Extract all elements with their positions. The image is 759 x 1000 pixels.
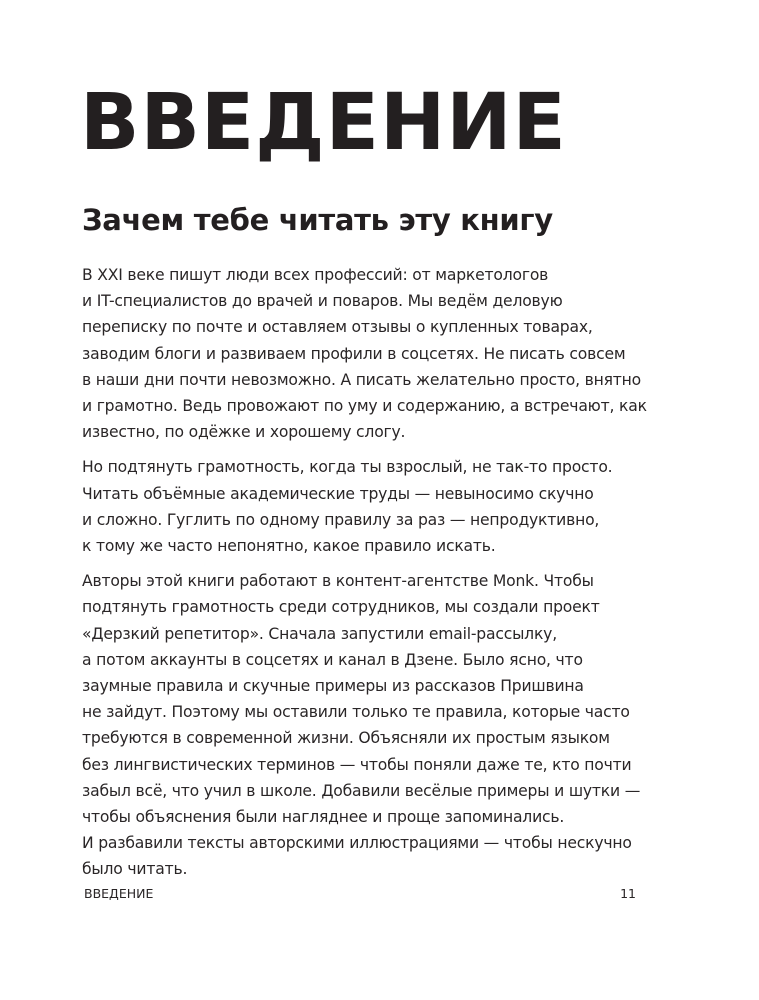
paragraph-2	[82, 454, 682, 559]
body-text	[82, 262, 682, 892]
text-line: Но подтянуть грамотность, когда ты взрослый, не так-то просто.	[82, 458, 613, 477]
text-line: и грамотно. Ведь провожают по уму и содержанию, а встречают, как	[82, 397, 647, 416]
text-line: и сложно. Гуглить по одному правилу за раз — непродуктивно,	[82, 510, 600, 529]
chapter-title: ВВЕДЕНИЕ	[80, 78, 567, 168]
text-line: «Дерзкий репетитор». Сначала запустили email-рассылку,	[82, 624, 557, 643]
paragraph-1	[82, 262, 682, 445]
text-line: чтобы объяснения были нагляднее и проще запоминались.	[82, 808, 565, 827]
text-line: не зайдут. Поэтому мы оставили только те правила, которые часто	[82, 703, 630, 722]
page-number: 11	[620, 886, 636, 901]
text-line: заумные правила и скучные примеры из рассказов Пришвина	[82, 677, 584, 696]
paragraph-3	[82, 568, 682, 882]
text-line: в наши дни почти невозможно. А писать желательно просто, внятно	[82, 370, 642, 389]
text-line: заводим блоги и развиваем профили в соцсетях. Не писать совсем	[82, 344, 626, 363]
text-line: Читать объёмные академические труды — невыносимо скучно	[82, 484, 594, 503]
page-footer	[84, 886, 636, 901]
text-line: а потом аккаунты в соцсетях и канал в Дзене. Было ясно, что	[82, 650, 583, 669]
text-line: забыл всё, что учил в школе. Добавили весёлые примеры и шутки —	[82, 781, 641, 800]
running-head: ВВЕДЕНИЕ	[84, 886, 154, 901]
text-line: к тому же часто непонятно, какое правило искать.	[82, 537, 496, 556]
text-line: известно, по одёжке и хорошему слогу.	[82, 423, 406, 442]
section-title: Зачем тебе читать эту книгу	[82, 203, 553, 237]
text-line: требуются в современной жизни. Объясняли их простым языком	[82, 729, 610, 748]
text-line: И разбавили тексты авторскими иллюстрациями — чтобы нескучно	[82, 834, 632, 853]
text-line: переписку по почте и оставляем отзывы о купленных товарах,	[82, 318, 593, 337]
text-line: В XXI веке пишут люди всех профессий: от маркетологов	[82, 266, 549, 284]
text-line: и IT-специалистов до врачей и поваров. Мы ведём деловую	[82, 292, 563, 311]
text-line: без лингвистических терминов — чтобы поняли даже те, кто почти	[82, 755, 632, 774]
text-line: было читать.	[82, 860, 188, 879]
text-line: Авторы этой книги работают в контент-агентстве Monk. Чтобы	[82, 572, 594, 591]
text-line: подтянуть грамотность среди сотрудников, мы создали проект	[82, 598, 600, 617]
